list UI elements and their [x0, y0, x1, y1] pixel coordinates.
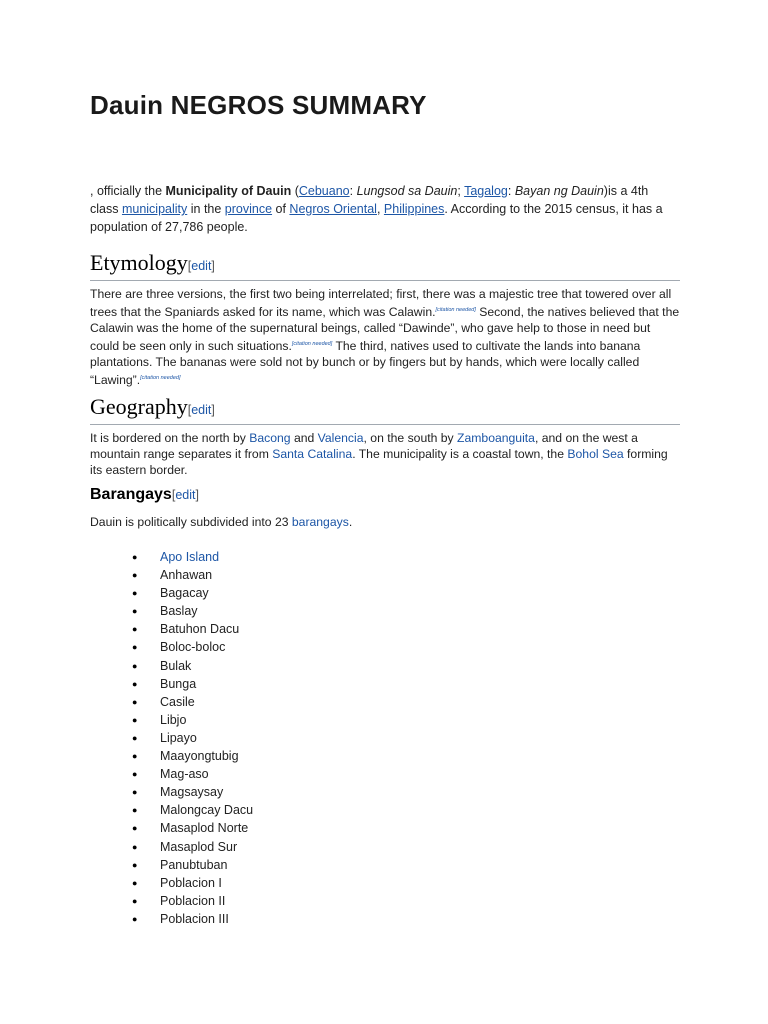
list-item-label: Libjo: [160, 712, 187, 727]
etymology-heading-text: Etymology: [90, 250, 188, 275]
intro-text: in the: [187, 202, 225, 216]
etymology-paragraph: [90, 286, 680, 388]
barangays-intro: [90, 514, 680, 530]
list-item-label: Masaplod Norte: [160, 821, 249, 836]
geography-heading-text: Geography: [90, 394, 188, 419]
list-item: [130, 729, 253, 747]
bullet-icon: ●: [132, 714, 138, 725]
bullet-icon: ●: [132, 696, 138, 707]
link-negros-oriental[interactable]: Negros Oriental: [289, 202, 377, 216]
list-item[interactable]: [130, 548, 253, 566]
list-item-label: Magsaysay: [160, 785, 224, 800]
bullet-icon: ●: [132, 552, 138, 562]
bullet-icon: ●: [132, 642, 138, 653]
geography-text: . The municipality is a coastal town, the: [352, 447, 568, 461]
list-item: [130, 838, 253, 856]
etymology-text: Second, the natives believed that the Calawin was the home of the supernatural beings, called “Dawinde”, who gave help to those in need but could be seen only in such situations.: [90, 305, 680, 354]
etymology-heading: [90, 250, 680, 281]
geography-paragraph: [90, 430, 680, 478]
intro-text: )is a 4th class: [90, 184, 649, 216]
list-item: [130, 657, 253, 675]
list-item-label: Masaplod Sur: [160, 839, 238, 854]
link-barangays[interactable]: barangays: [291, 515, 349, 529]
edit-section-barangays: [edit]: [171, 488, 199, 502]
list-item: [130, 693, 253, 711]
list-item-label: Mag-aso: [160, 767, 209, 782]
link-bohol-sea[interactable]: Bohol Sea: [567, 447, 624, 461]
edit-section-geography: [edit]: [187, 403, 215, 417]
intro-text: :: [507, 184, 515, 198]
citation-needed[interactable]: [citation needed]: [140, 375, 181, 382]
intro-text: of: [272, 202, 290, 216]
intro-text: , officially the: [90, 184, 166, 198]
list-item-label: Anhawan: [160, 568, 213, 583]
bullet-icon: ●: [132, 570, 138, 581]
list-item-label: Casile: [160, 694, 195, 709]
barangays-text: .: [348, 515, 353, 529]
geography-text: and: [290, 431, 318, 445]
intro-text: :: [349, 184, 357, 198]
barangays-heading: [90, 484, 199, 506]
barangay-list: [130, 548, 253, 928]
list-item-label: Malongcay Dacu: [160, 803, 254, 818]
link-tagalog[interactable]: Tagalog: [464, 184, 508, 198]
bullet-icon: ●: [132, 678, 138, 689]
tagalog-name: Bayan ng Dauin: [514, 184, 604, 198]
list-item-label: Poblacion II: [160, 893, 226, 908]
list-item-label: Baslay: [160, 604, 198, 619]
etymology-text: The third, natives used to cultivate the lands into banana plantations. The bananas were sold not by bunch or by fingers but by hands, which were locally called “Lawing”.: [90, 339, 641, 388]
link-municipality[interactable]: municipality: [121, 202, 188, 216]
bullet-icon: ●: [132, 877, 138, 888]
intro-bold-name: Municipality of Dauin: [165, 184, 292, 198]
geography-text: It is bordered on the north by: [90, 431, 250, 445]
bullet-icon: ●: [132, 732, 138, 743]
link-cebuano[interactable]: Cebuano: [298, 184, 350, 198]
intro-text: . According to the 2015 census, it has a population of 27,786 people.: [90, 202, 663, 234]
bullet-icon: ●: [132, 805, 138, 816]
bullet-icon: ●: [132, 841, 138, 852]
cebuano-name: Lungsod sa Dauin: [356, 184, 458, 198]
link-santa-catalina[interactable]: Santa Catalina: [272, 447, 353, 461]
edit-section-etymology: [edit]: [187, 259, 215, 273]
list-item: [130, 856, 253, 874]
list-item: [130, 910, 253, 928]
link-province[interactable]: province: [224, 202, 273, 216]
intro-text: ,: [376, 202, 384, 216]
intro-paragraph: [90, 182, 680, 236]
bullet-icon: ●: [132, 913, 138, 924]
list-item-label: Batuhon Dacu: [160, 622, 240, 637]
bullet-icon: ●: [132, 624, 138, 635]
geography-text: , and on the west a mountain range separates it from: [90, 431, 638, 461]
list-item: [130, 801, 253, 819]
bullet-icon: ●: [132, 606, 138, 617]
geography-heading: [90, 394, 680, 425]
list-item: [130, 783, 253, 801]
list-item-label: Poblacion I: [160, 875, 222, 890]
list-item-label: Maayongtubig: [160, 749, 239, 764]
barangays-text: Dauin is politically subdivided into 23: [90, 515, 292, 529]
list-item-label: Bagacay: [160, 586, 209, 601]
bullet-icon: ●: [132, 588, 138, 599]
list-item-label: Panubtuban: [160, 857, 228, 872]
geography-text: , on the south by: [363, 431, 458, 445]
list-item: [130, 711, 253, 729]
list-item: [130, 566, 253, 584]
edit-link-barangays[interactable]: edit: [175, 488, 196, 502]
bullet-icon: ●: [132, 751, 138, 762]
link-valencia[interactable]: Valencia: [317, 431, 364, 445]
list-item: [130, 584, 253, 602]
barangays-heading-text: Barangays: [90, 486, 172, 503]
list-item: [130, 620, 253, 638]
list-item: [130, 602, 253, 620]
link-philippines[interactable]: Philippines: [383, 202, 445, 216]
page-title: Dauin NEGROS SUMMARY: [90, 90, 427, 120]
bullet-icon: ●: [132, 660, 138, 671]
link-apo-island[interactable]: Apo Island: [160, 550, 220, 564]
geography-text: forming its eastern border.: [90, 447, 668, 477]
edit-link-etymology[interactable]: edit: [191, 259, 212, 273]
list-item-label: Lipayo: [160, 730, 197, 745]
intro-text: (: [291, 184, 299, 198]
list-item: [130, 892, 253, 910]
intro-text: ;: [457, 184, 465, 198]
list-item: [130, 819, 253, 837]
list-item-label: Bunga: [160, 676, 197, 691]
citation-needed[interactable]: [citation needed]: [435, 307, 476, 313]
list-item: [130, 675, 253, 693]
etymology-text: There are three versions, the first two being interrelated; first, there was a majestic tree that towered over all trees that the Spaniards asked for its name, which was Calawin.: [90, 287, 672, 320]
bullet-icon: ●: [132, 859, 138, 870]
list-item: [130, 765, 253, 783]
bullet-icon: ●: [132, 823, 138, 834]
bullet-icon: ●: [132, 895, 138, 906]
list-item-label: Boloc-boloc: [160, 640, 226, 655]
list-item-label: Bulak: [160, 658, 192, 673]
list-item: [130, 874, 253, 892]
list-item-label: Poblacion III: [160, 911, 229, 926]
list-item: [130, 747, 253, 765]
bullet-icon: ●: [132, 769, 138, 780]
link-zamboanguita[interactable]: Zamboanguita: [457, 431, 535, 445]
citation-needed[interactable]: [citation needed]: [291, 341, 333, 348]
list-item: [130, 638, 253, 656]
edit-link-geography[interactable]: edit: [191, 403, 212, 417]
bullet-icon: ●: [132, 787, 138, 798]
link-bacong[interactable]: Bacong: [249, 431, 291, 445]
